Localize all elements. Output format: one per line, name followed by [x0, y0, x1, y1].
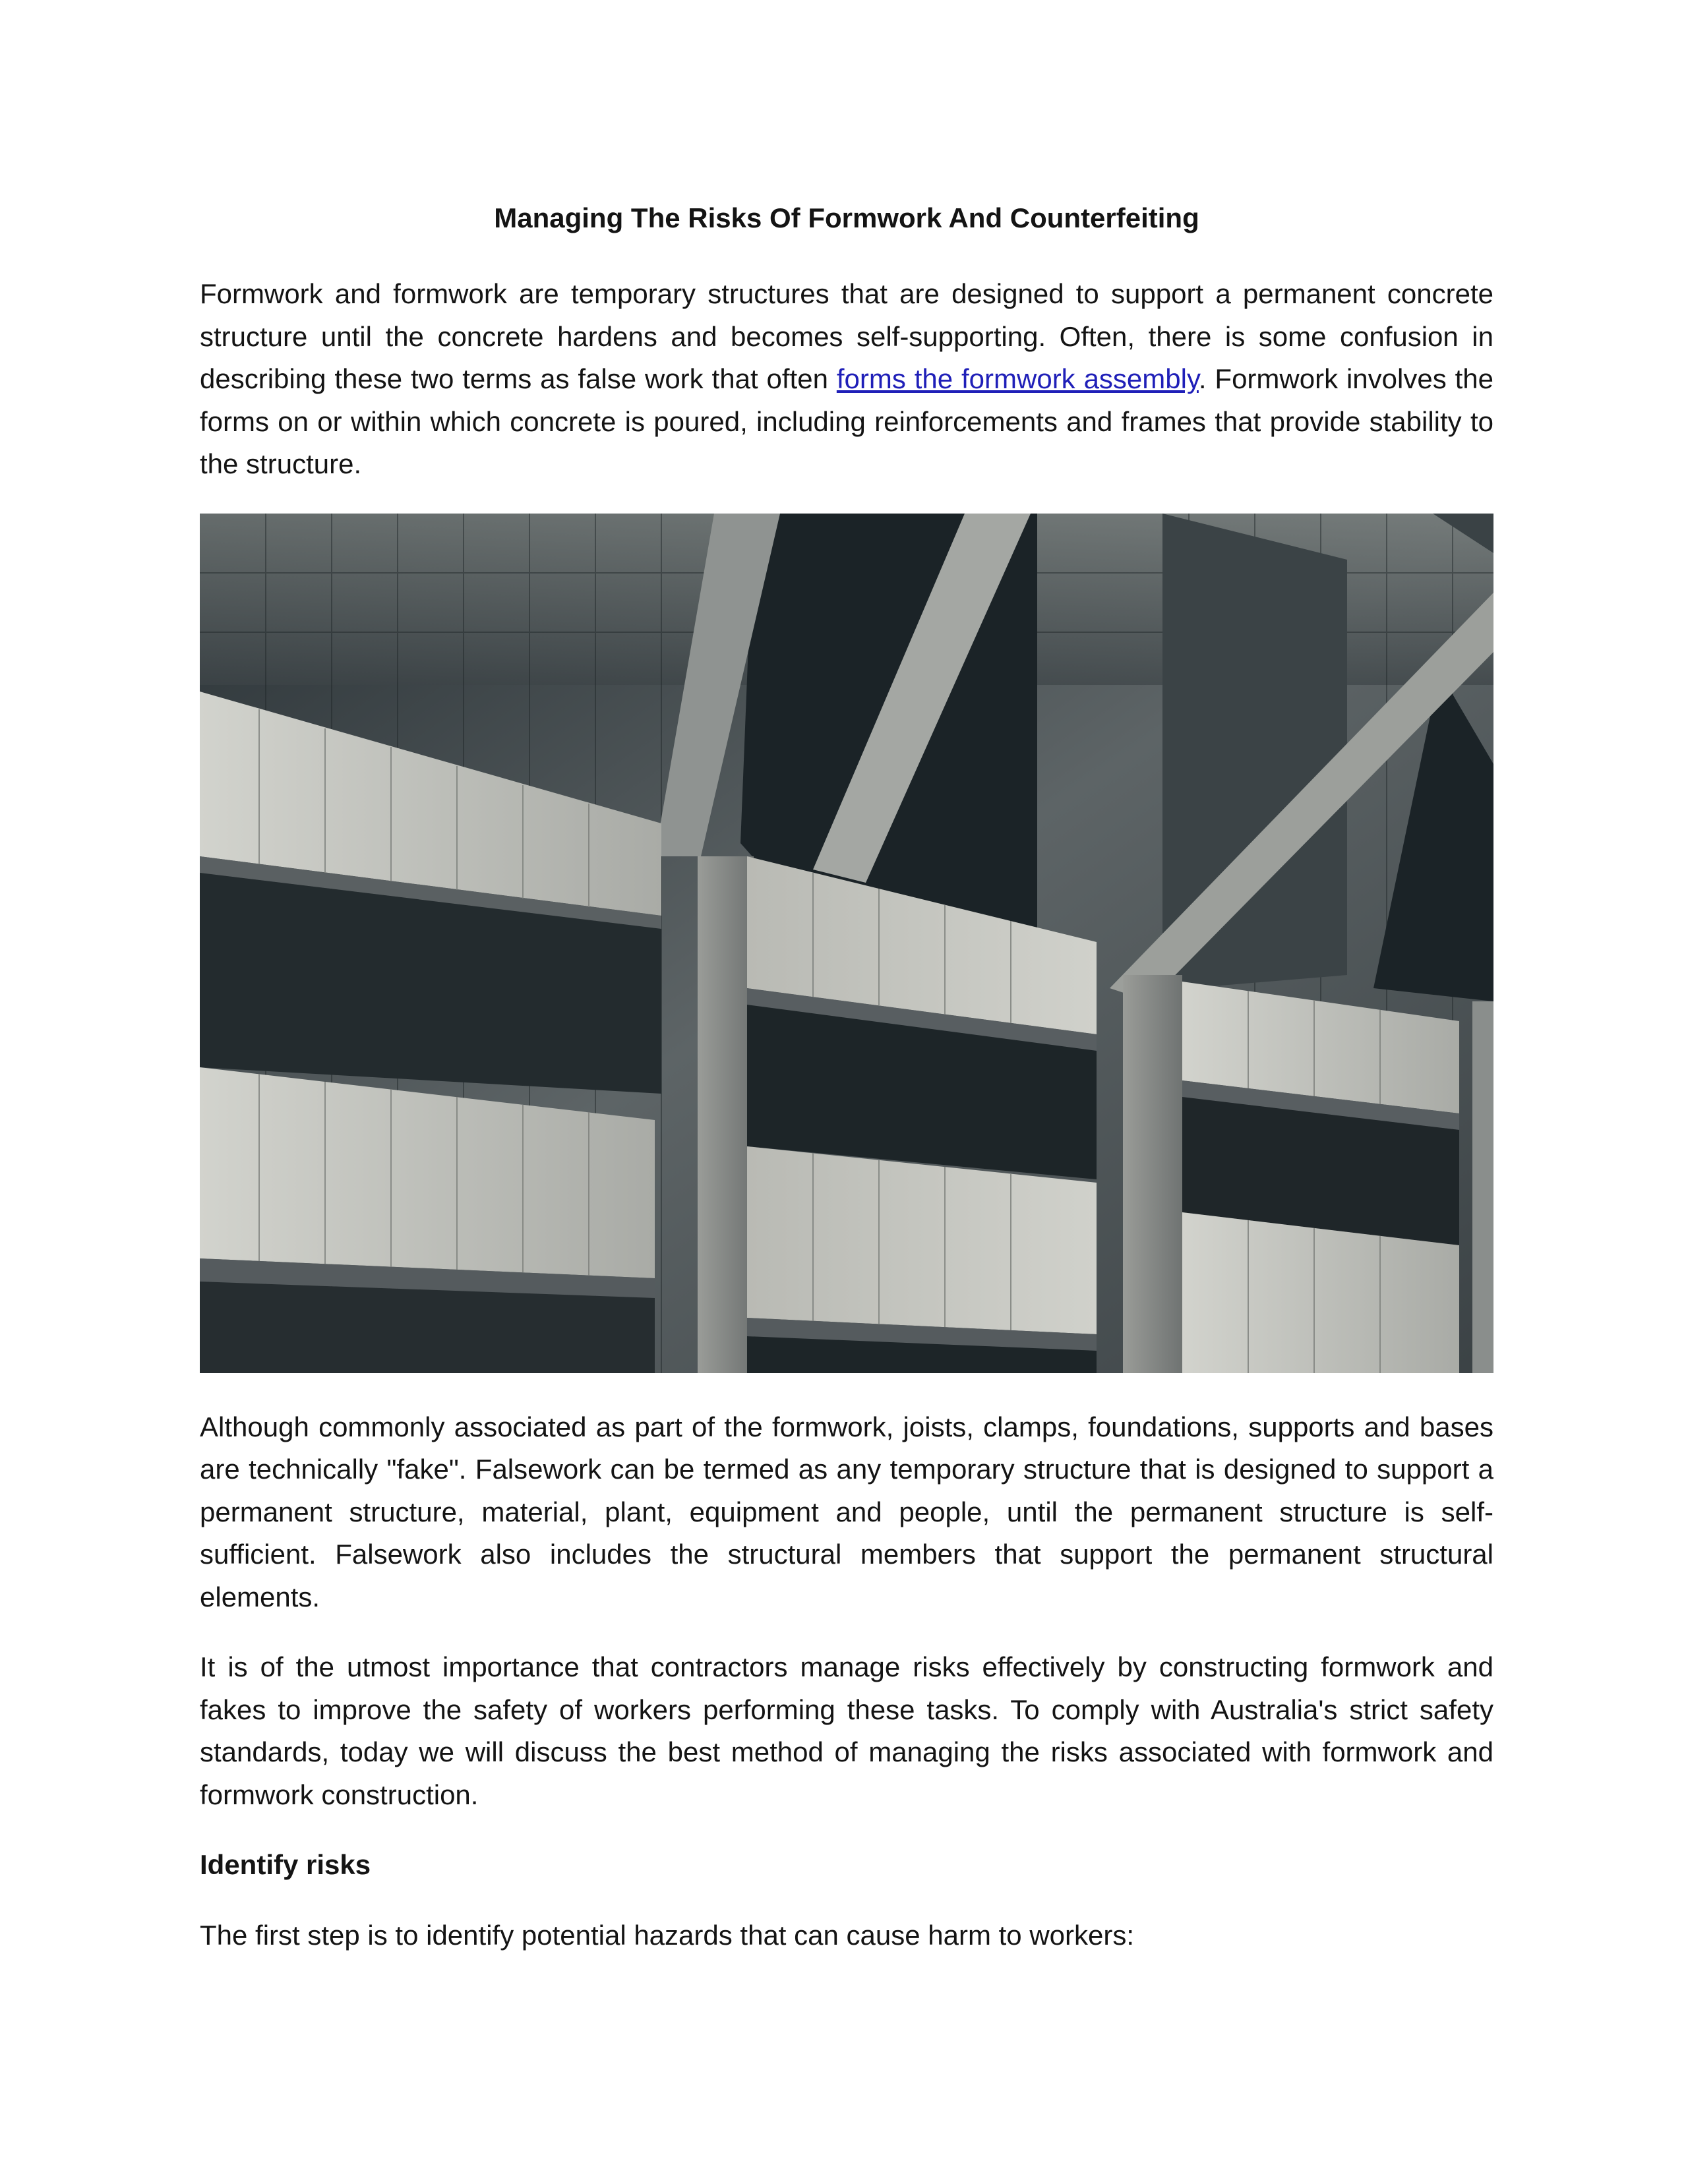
paragraph-identify-hazards: The first step is to identify potential hazards that can cause harm to workers: [200, 1919, 1135, 1951]
formwork-assembly-link[interactable]: forms the formwork assembly [836, 363, 1199, 394]
concrete-building-illustration [200, 514, 1493, 1373]
document-title: Managing The Risks Of Formwork And Counterfeiting [494, 202, 1199, 233]
heading-identify-risks: Identify risks [200, 1849, 371, 1880]
paragraph-intro-text-after: . Formwork involves the forms on or within which concrete is poured, including reinforcements and frames that provide stability to the structure. [200, 363, 1493, 479]
paragraph-intro-text-before: Formwork and formwork are temporary structures that are designed to support a permanent concrete structure until the concrete hardens and becomes self-supporting. Often, there is some confusion in describing these two terms as false work that often [200, 278, 1493, 394]
paragraph-falsework: Although commonly associated as part of the formwork, joists, clamps, foundations, supports and bases are technically "fake". Falsework can be termed as any temporary structure that is designed to support a permanent structure, material, plant, equipment and people, until the permanent structure is self-sufficient. Falsework also includes the structural members that support the permanent structural elements. [200, 1411, 1493, 1612]
paragraph-risk-management: It is of the utmost importance that contractors manage risks effectively by constructing formwork and fakes to improve the safety of workers performing these tasks. To comply with Australia's strict safety standards, today we will discuss the best method of managing the risks associated with formwork and formwork construction. [200, 1651, 1493, 1810]
paragraph-intro [200, 273, 1493, 486]
concrete-building-photo [200, 514, 1493, 1373]
document-content [200, 191, 1493, 1984]
